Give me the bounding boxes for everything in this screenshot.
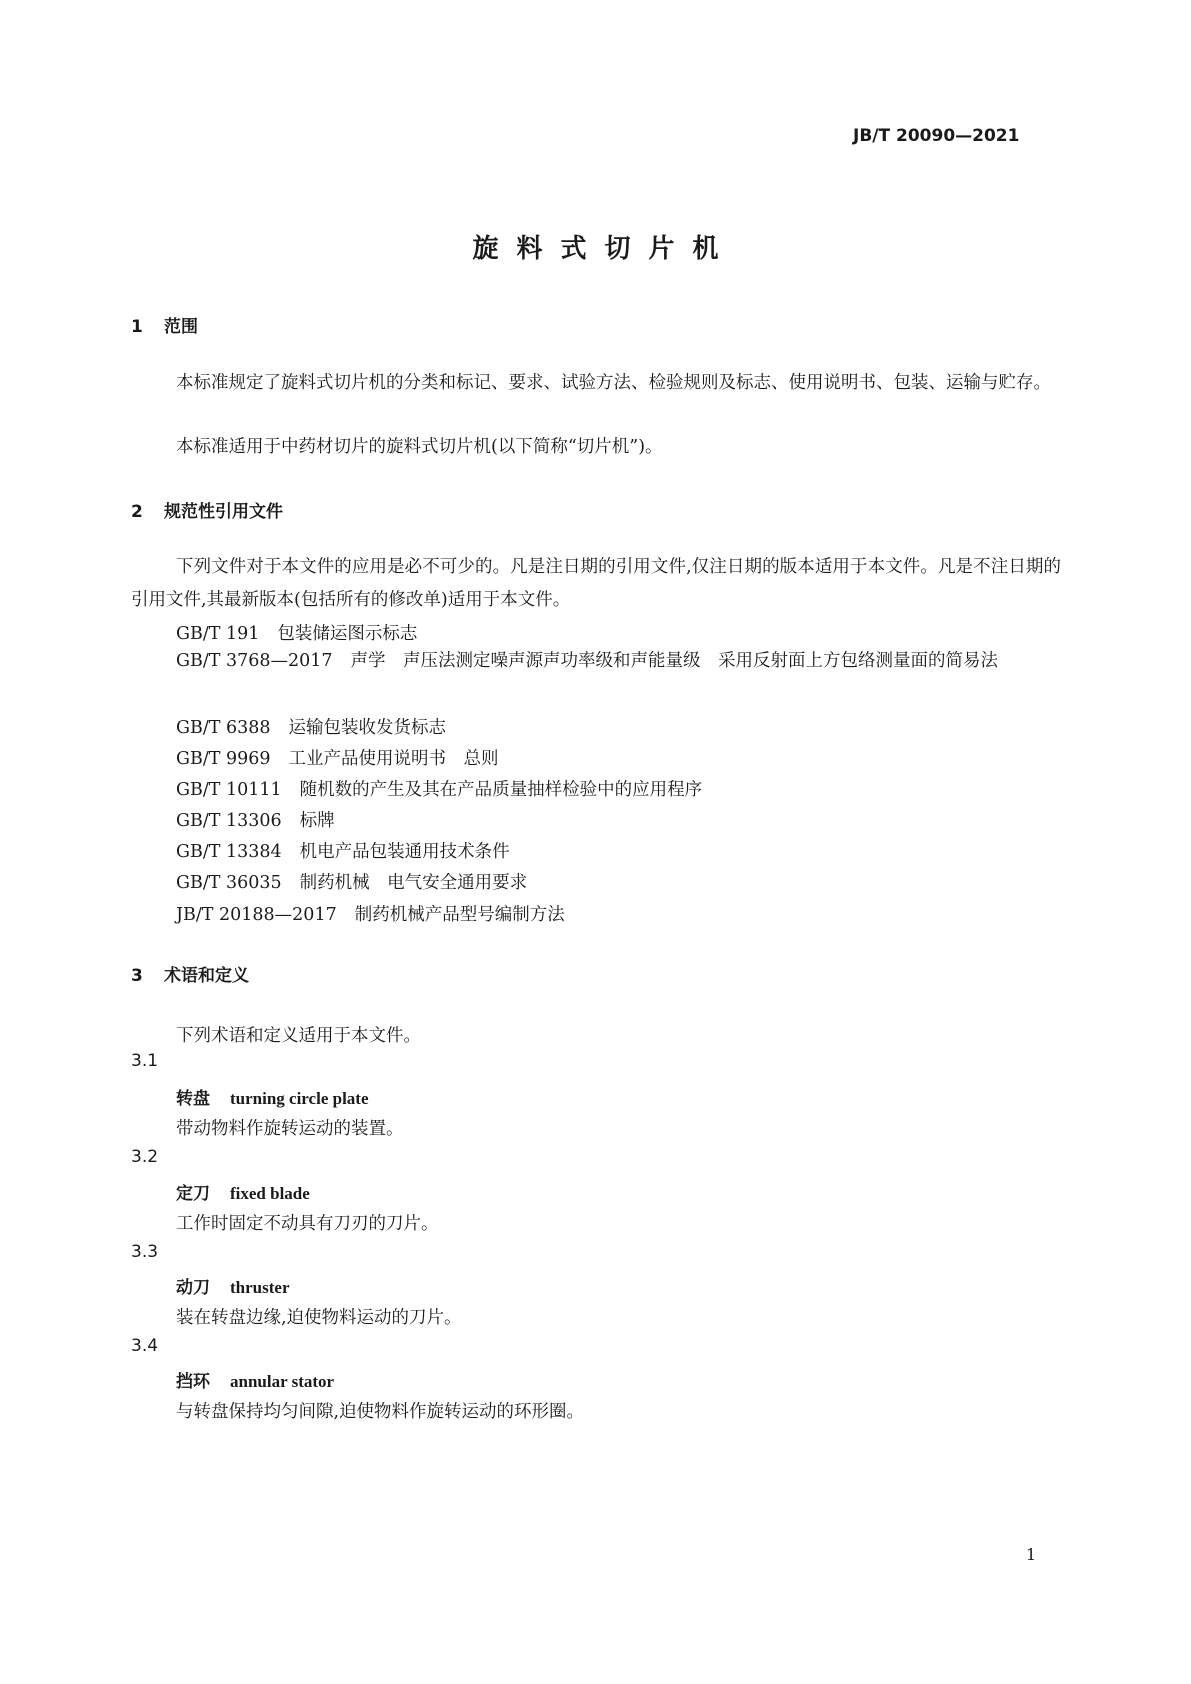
term-number: 3.1 [131, 1051, 159, 1071]
section-2-heading [131, 497, 283, 522]
term-en: turning circle plate [230, 1089, 369, 1108]
section-number: 2 [131, 502, 143, 522]
term-zh: 挡环 [176, 1372, 210, 1392]
reference-title: 机电产品包装通用技术条件 [299, 842, 510, 862]
reference-code: GB/T 3768—2017 [176, 651, 333, 671]
section-1-heading [131, 312, 198, 337]
section-title: 范围 [164, 317, 198, 337]
reference-code: GB/T 36035 [176, 873, 282, 893]
page-number: 1 [1026, 1545, 1037, 1564]
term-number: 3.4 [131, 1336, 159, 1356]
term-zh: 定刀 [176, 1184, 210, 1204]
reference-title: 制药机械 电气安全通用要求 [299, 873, 528, 893]
reference-code: GB/T 13384 [176, 842, 282, 862]
term-definition: 与转盘保持均匀间隙,迫使物料作旋转运动的环形圈。 [176, 1402, 585, 1422]
reference-title: 包装储运图示标志 [277, 624, 418, 644]
term-definition: 带动物料作旋转运动的装置。 [176, 1119, 404, 1139]
reference-item [176, 776, 702, 801]
reference-title: 运输包装收发货标志 [288, 718, 447, 738]
reference-code: JB/T 20188—2017 [176, 905, 337, 925]
section-title: 术语和定义 [164, 966, 249, 986]
reference-item [176, 901, 565, 926]
scope-paragraph-1: 本标准规定了旋料式切片机的分类和标记、要求、试验方法、检验规则及标志、使用说明书、包装、运输与贮存。 [176, 373, 1051, 393]
reference-code: GB/T 10111 [176, 780, 282, 800]
reference-code: GB/T 6388 [176, 718, 271, 738]
reference-code: GB/T 191 [176, 624, 260, 644]
reference-item [176, 807, 335, 832]
term-definition: 装在转盘边缘,迫使物料运动的刀片。 [176, 1308, 462, 1328]
term-zh: 转盘 [176, 1089, 210, 1109]
term-name [176, 1179, 310, 1204]
term-en: fixed blade [230, 1184, 310, 1203]
reference-item [176, 838, 510, 863]
section-3-heading [131, 961, 249, 986]
section-number: 3 [131, 966, 143, 986]
page-title: 旋料式切片机 [472, 234, 737, 264]
reference-item [176, 869, 527, 894]
term-name [176, 1273, 289, 1298]
section-number: 1 [131, 317, 143, 337]
term-name [176, 1367, 334, 1392]
standard-code: JB/T 20090—2021 [853, 126, 1020, 146]
term-definition: 工作时固定不动具有刀刃的刀片。 [176, 1214, 439, 1234]
references-intro: 下列文件对于本文件的应用是必不可少的。凡是注日期的引用文件,仅注日期的版本适用于本文件。凡是不注日期的引用文件,其最新版本(包括所有的修改单)适用于本文件。 [131, 557, 1061, 610]
term-number: 3.2 [131, 1147, 159, 1167]
reference-title: 声学 声压法测定噪声源声功率级和声能量级 采用反射面上方包络测量面的简易法 [350, 651, 999, 671]
term-number: 3.3 [131, 1242, 159, 1262]
reference-title: 随机数的产生及其在产品质量抽样检验中的应用程序 [299, 780, 703, 800]
term-zh: 动刀 [176, 1278, 210, 1298]
reference-title: 制药机械产品型号编制方法 [354, 905, 565, 925]
reference-item [176, 620, 417, 645]
reference-item [176, 714, 446, 739]
reference-title: 标牌 [299, 811, 335, 831]
section-title: 规范性引用文件 [164, 502, 283, 522]
term-en: thruster [230, 1278, 290, 1297]
reference-code: GB/T 13306 [176, 811, 282, 831]
term-en: annular stator [230, 1372, 335, 1391]
reference-title: 工业产品使用说明书 总则 [288, 749, 499, 769]
term-name [176, 1084, 369, 1109]
scope-paragraph-2: 本标准适用于中药材切片的旋料式切片机(以下简称“切片机”)。 [176, 437, 663, 457]
terms-intro: 下列术语和定义适用于本文件。 [176, 1026, 421, 1046]
reference-item [176, 745, 499, 770]
reference-code: GB/T 9969 [176, 749, 271, 769]
reference-item [131, 645, 1061, 678]
